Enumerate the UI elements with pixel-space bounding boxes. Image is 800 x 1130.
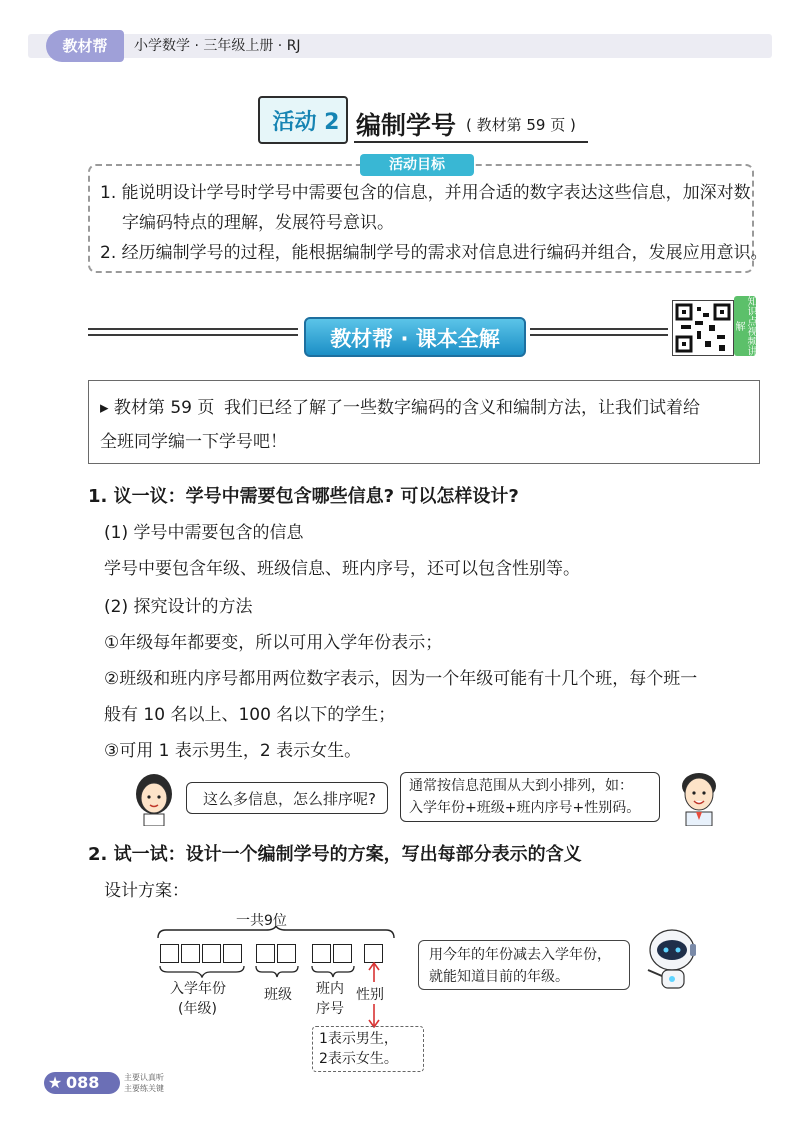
gender-note-box: [312, 1026, 424, 1072]
q1-method-2a: ②班级和班内序号都用两位数字表示，因为一个年级可能有十几个班，每个班一: [104, 669, 698, 689]
qr-code-icon[interactable]: [672, 300, 734, 356]
digit-box-1: [160, 944, 179, 963]
total-brace: [156, 926, 396, 940]
girl-speech-bubble: [186, 782, 388, 814]
footer-slogan-2: 主要练关键: [124, 1084, 164, 1093]
total-digits-label: 一共9位: [236, 913, 287, 929]
girl-speech-text: 这么多信息，怎么排序呢?: [203, 790, 376, 808]
activity-tag: 活动 2: [272, 110, 340, 135]
robot-speech-bubble: [418, 940, 630, 990]
label-year: 入学年份: [170, 981, 226, 997]
page-number-badge: [44, 1072, 120, 1094]
boy-avatar-icon: [674, 768, 724, 826]
boy-speech-line-1: 通常按信息范围从大到小排列，如：: [409, 778, 633, 794]
digit-box-5: [256, 944, 275, 963]
page-number: 088: [66, 1073, 100, 1092]
section-banner: 教材帮 · 课本全解: [304, 317, 526, 357]
robot-icon: [638, 924, 704, 990]
gender-arrows: [366, 962, 382, 1028]
digit-box-8: [333, 944, 352, 963]
goal-line-3: 2. 经历编制学号的过程，能根据编制学号的需求对信息进行编码并组合，发展应用意识。: [100, 243, 768, 263]
q1-method-3: ③可用 1 表示男生，2 表示女生。: [104, 741, 362, 761]
boy-speech-bubble: [400, 772, 660, 822]
question-2-title: 2. 试一试：设计一个编制学号的方案，写出每部分表示的含义: [88, 844, 582, 865]
digit-box-2: [181, 944, 200, 963]
goal-line-2: 字编码特点的理解，发展符号意识。: [122, 213, 394, 233]
gender-note-2: 2表示女生。: [319, 1051, 398, 1067]
q1-method-1: ①年级每年都要变，所以可用入学年份表示；: [104, 633, 443, 653]
header-subtitle: 小学数学 · 三年级上册 · RJ: [134, 38, 301, 54]
activity-ref: ( 教材第 59 页 ): [466, 116, 576, 134]
q1-sub-2: (2) 探究设计的方法: [104, 597, 253, 617]
banner-rule-left-2: [88, 334, 298, 336]
part-braces: [158, 964, 388, 978]
q1-method-2b: 般有 10 名以上、100 名以下的学生；: [104, 705, 396, 725]
digit-box-4: [223, 944, 242, 963]
question-1-title: 1. 议一议：学号中需要包含哪些信息? 可以怎样设计?: [88, 486, 519, 507]
digit-box-6: [277, 944, 296, 963]
activity-underline: [354, 141, 588, 143]
gender-note-1: 1表示男生，: [319, 1031, 398, 1047]
goal-line-1: 1. 能说明设计学号时学号中需要包含的信息，并用合适的数字表达这些信息，加深对数: [100, 183, 751, 203]
design-plan-label: 设计方案：: [104, 881, 189, 901]
digit-box-7: [312, 944, 331, 963]
label-grade: (年级): [178, 1001, 217, 1017]
textbook-line-2: 全班同学编一下学号吧！: [100, 432, 287, 452]
footer-slogan: [124, 1072, 164, 1094]
footer-slogan-1: 主要认真听: [124, 1073, 164, 1082]
banner-rule-right-2: [530, 334, 668, 336]
star-icon: ★: [47, 1073, 63, 1092]
label-class: 班级: [264, 987, 292, 1003]
banner-rule-right: [530, 328, 668, 330]
activity-title: 编制学号: [356, 111, 457, 140]
q1-sub-1: (1) 学号中需要包含的信息: [104, 523, 304, 543]
boy-speech-line-2: 入学年份+班级+班内序号+性别码。: [409, 800, 641, 816]
label-seq-1: 班内: [316, 981, 344, 997]
brand-badge: 教材帮: [46, 30, 124, 62]
q1-answer-1: 学号中要包含年级、班级信息、班内序号，还可以包含性别等。: [104, 559, 580, 579]
label-gender: 性别: [356, 987, 384, 1003]
digit-box-3: [202, 944, 221, 963]
girl-avatar-icon: [130, 772, 178, 826]
robot-speech-line-1: 用今年的年份减去入学年份，: [429, 947, 611, 963]
textbook-line-1: 我们已经了解了一些数字编码的含义和编制方法，让我们试着给: [224, 398, 700, 418]
qr-side-label: 知识点视频讲解: [733, 296, 756, 356]
digit-box-9: [364, 944, 383, 963]
banner-rule-left: [88, 328, 298, 330]
goal-tag: 活动目标: [360, 154, 474, 176]
textbook-ref: ▸ 教材第 59 页: [100, 398, 215, 418]
label-seq-2: 序号: [316, 1001, 344, 1017]
robot-speech-line-2: 就能知道目前的年级。: [429, 969, 569, 985]
